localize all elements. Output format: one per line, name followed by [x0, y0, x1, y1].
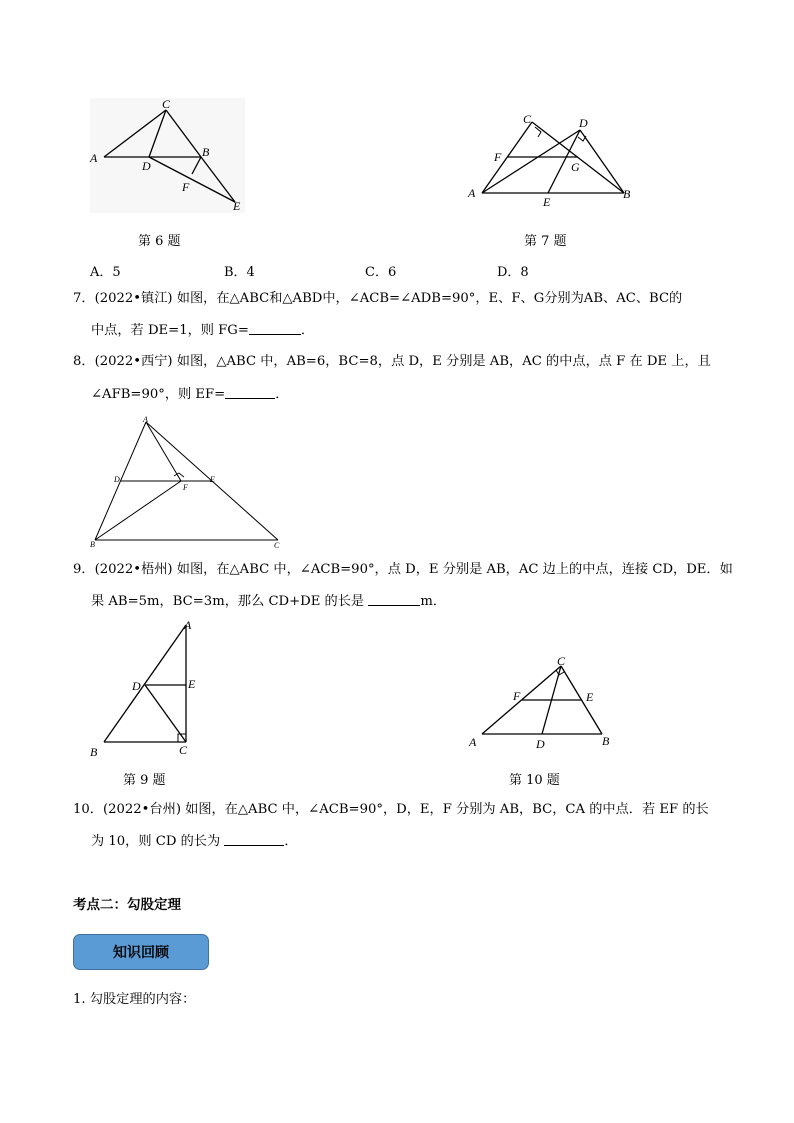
- label-E: E: [233, 199, 241, 213]
- label-A: A: [184, 618, 192, 632]
- label-B: B: [623, 187, 631, 201]
- section-title: 考点二：勾股定理: [73, 897, 181, 913]
- label-B: B: [602, 734, 610, 748]
- q9-line2-end: m．: [420, 594, 447, 609]
- figure-7-caption: 第 7 题: [524, 234, 567, 249]
- figure-9-caption: 第 9 题: [123, 773, 166, 788]
- q9-answer-blank[interactable]: [368, 593, 420, 606]
- q7-line1: 7．(2022•镇江) 如图，在△ABC和△ABD中，∠ACB=∠ADB=90°，E、F、G分别为AB、AC、BC的: [73, 291, 683, 306]
- pythagorean-item-1: 1. 勾股定理的内容：: [73, 992, 196, 1007]
- q7-answer-blank[interactable]: [249, 322, 301, 335]
- figure-10-caption: 第 10 题: [509, 773, 560, 788]
- q7-line2-text: 中点，若 DE=1，则 FG=: [91, 323, 249, 338]
- q7-line2-end: ．: [300, 323, 315, 338]
- q8-line1: 8．(2022•西宁) 如图，△ABC 中，AB=6，BC=8，点 D，E 分别是 AB，AC 的中点，点 F 在 DE 上，且: [73, 354, 711, 369]
- q10-line2: [91, 833, 298, 851]
- figure-8-lines: [95, 422, 278, 540]
- knowledge-review-button[interactable]: 知识回顾: [73, 934, 209, 970]
- label-C: C: [179, 743, 188, 757]
- figure-6: [86, 95, 256, 220]
- q7-line2: [91, 322, 314, 340]
- figure-10-lines: [482, 666, 602, 734]
- q8-line2-end: ．: [275, 387, 289, 402]
- q9-line2-text: 果 AB=5m，BC=3m，那么 CD+DE 的长是: [91, 594, 365, 609]
- label-D: D: [114, 475, 120, 484]
- label-B: B: [90, 540, 95, 549]
- label-G: G: [571, 160, 580, 174]
- q10-line2-text: 为 10，则 CD 的长为: [91, 834, 221, 849]
- q10-line2-end: ．: [284, 834, 298, 849]
- figure-6-caption: 第 6 题: [138, 234, 181, 249]
- figure-10: [465, 650, 625, 755]
- label-E: E: [188, 677, 196, 691]
- q6-option-a: A．5: [90, 265, 121, 280]
- q10-answer-blank[interactable]: [224, 833, 284, 846]
- label-C: C: [274, 541, 280, 550]
- q9-line1: 9．(2022•梧州) 如图，在△ABC 中，∠ACB=90°，点 D，E 分别是 AB，AC 边上的中点，连接 CD，DE．如: [73, 562, 733, 577]
- label-F: F: [183, 483, 188, 492]
- label-D: D: [132, 679, 141, 693]
- label-E: E: [210, 475, 215, 484]
- figure-9-lines: [104, 625, 186, 742]
- label-D: D: [579, 116, 588, 130]
- q9-line2: [91, 593, 446, 611]
- label-E: E: [543, 195, 551, 209]
- label-F: F: [182, 180, 190, 194]
- label-B: B: [202, 145, 210, 159]
- label-A: A: [468, 186, 476, 200]
- label-C: C: [557, 654, 566, 668]
- label-F: F: [494, 150, 502, 164]
- label-A: A: [90, 151, 98, 165]
- label-D: D: [536, 737, 545, 751]
- q10-line1: 10．(2022•台州) 如图，在△ABC 中，∠ACB=90°，D，E，F 分别为 AB，BC，CA 的中点．若 EF 的长: [73, 802, 709, 817]
- label-E: E: [586, 690, 594, 704]
- figure-9: [86, 615, 211, 765]
- label-A: A: [469, 735, 477, 749]
- q6-option-c: C．6: [365, 265, 397, 280]
- label-D: D: [142, 159, 151, 173]
- label-C: C: [523, 112, 532, 126]
- q6-option-d: D．8: [497, 265, 529, 280]
- q6-option-b: B．4: [224, 265, 255, 280]
- label-A: A: [143, 415, 148, 424]
- label-C: C: [162, 97, 171, 111]
- label-B: B: [90, 745, 98, 759]
- label-F: F: [513, 689, 521, 703]
- figure-8: [88, 412, 288, 552]
- figure-7: [462, 110, 642, 210]
- q8-answer-blank[interactable]: [225, 386, 275, 399]
- q8-line2-text: ∠AFB=90°，则 EF=: [91, 387, 226, 402]
- q8-line2: [91, 386, 288, 404]
- figure-7-lines: [482, 122, 624, 193]
